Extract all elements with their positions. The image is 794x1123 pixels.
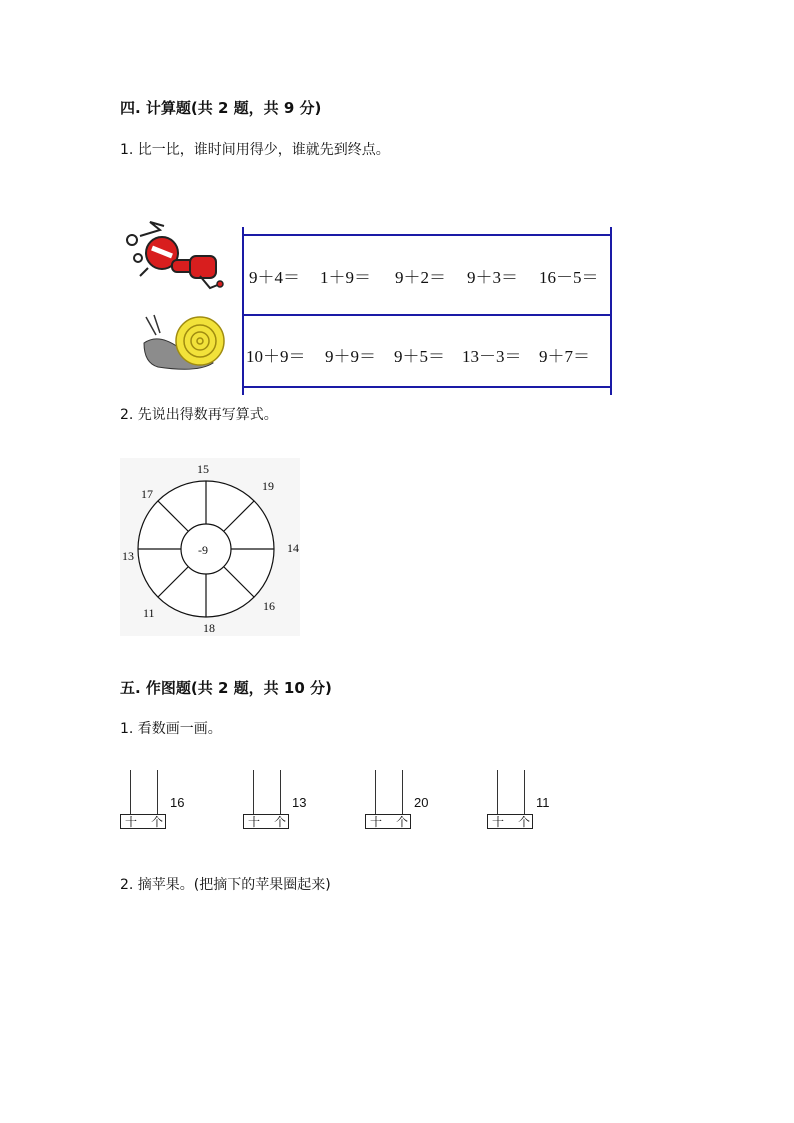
- abacus-tens-rod: [130, 770, 131, 814]
- runner-illustration: [120, 218, 225, 293]
- abacus-ones-label: 个: [151, 815, 164, 829]
- table-top-line: [242, 234, 612, 236]
- abacus-ones-rod: [157, 770, 158, 814]
- wheel-number-16: 16: [263, 599, 275, 613]
- equation-row1-3: 9＋2＝: [395, 268, 446, 287]
- abacus-base: [120, 814, 166, 829]
- equation-row2-5: 9＋7＝: [539, 347, 590, 366]
- wheel-number-15: 15: [197, 462, 209, 476]
- wheel-number-17: 17: [141, 487, 153, 501]
- question-5-2-text: 2. 摘苹果。(把摘下的苹果圈起来): [120, 877, 331, 893]
- wheel-number-11: 11: [143, 606, 155, 620]
- equation-row1-4: 9＋3＝: [467, 268, 518, 287]
- equation-row1-2: 1＋9＝: [320, 268, 371, 287]
- wheel-number-13: 13: [122, 549, 134, 563]
- snail-illustration: [138, 313, 228, 375]
- abacus-base: [243, 814, 289, 829]
- table-right-border: [610, 227, 612, 395]
- equation-row2-4: 13－3＝: [462, 347, 522, 366]
- table-left-border: [242, 227, 244, 395]
- wheel-number-14: 14: [287, 541, 299, 555]
- abacus-ones-label: 个: [274, 815, 287, 829]
- abacus-tens-rod: [497, 770, 498, 814]
- question-4-2-text: 2. 先说出得数再写算式。: [120, 407, 278, 423]
- equation-row2-2: 9＋9＝: [325, 347, 376, 366]
- abacus-ones-label: 个: [518, 815, 531, 829]
- section-4-title: 四. 计算题(共 2 题，共 9 分): [120, 99, 322, 117]
- abacus-2[interactable]: [243, 770, 293, 832]
- abacus-tens-label: 十: [125, 815, 138, 829]
- equation-row1-1: 9＋4＝: [249, 268, 300, 287]
- abacus-base: [487, 814, 533, 829]
- abacus-ones-rod: [402, 770, 403, 814]
- section-5-title: 五. 作图题(共 2 题，共 10 分): [120, 679, 332, 697]
- equation-row2-3: 9＋5＝: [394, 347, 445, 366]
- abacus-3-number: 20: [414, 795, 429, 810]
- abacus-tens-rod: [253, 770, 254, 814]
- equation-row1-5: 16－5＝: [539, 268, 599, 287]
- abacus-4[interactable]: [487, 770, 537, 832]
- abacus-1[interactable]: [120, 770, 170, 832]
- abacus-tens-label: 十: [248, 815, 261, 829]
- wheel-number-18: 18: [203, 621, 215, 635]
- question-5-1-text: 1. 看数画一画。: [120, 721, 222, 737]
- abacus-2-number: 13: [292, 795, 307, 810]
- question-4-1-text: 1. 比一比，谁时间用得少，谁就先到终点。: [120, 142, 390, 158]
- table-middle-line: [242, 314, 612, 316]
- table-bottom-line: [242, 386, 612, 388]
- abacus-tens-rod: [375, 770, 376, 814]
- abacus-tens-label: 十: [492, 815, 505, 829]
- abacus-base: [365, 814, 411, 829]
- abacus-3[interactable]: [365, 770, 415, 832]
- abacus-ones-label: 个: [396, 815, 409, 829]
- abacus-1-number: 16: [170, 795, 185, 810]
- equation-row2-1: 10＋9＝: [246, 347, 306, 366]
- abacus-ones-rod: [524, 770, 525, 814]
- wheel-number-19: 19: [262, 479, 274, 493]
- abacus-4-number: 11: [536, 795, 550, 810]
- wheel-center-value: -9: [198, 543, 208, 557]
- abacus-tens-label: 十: [370, 815, 383, 829]
- abacus-ones-rod: [280, 770, 281, 814]
